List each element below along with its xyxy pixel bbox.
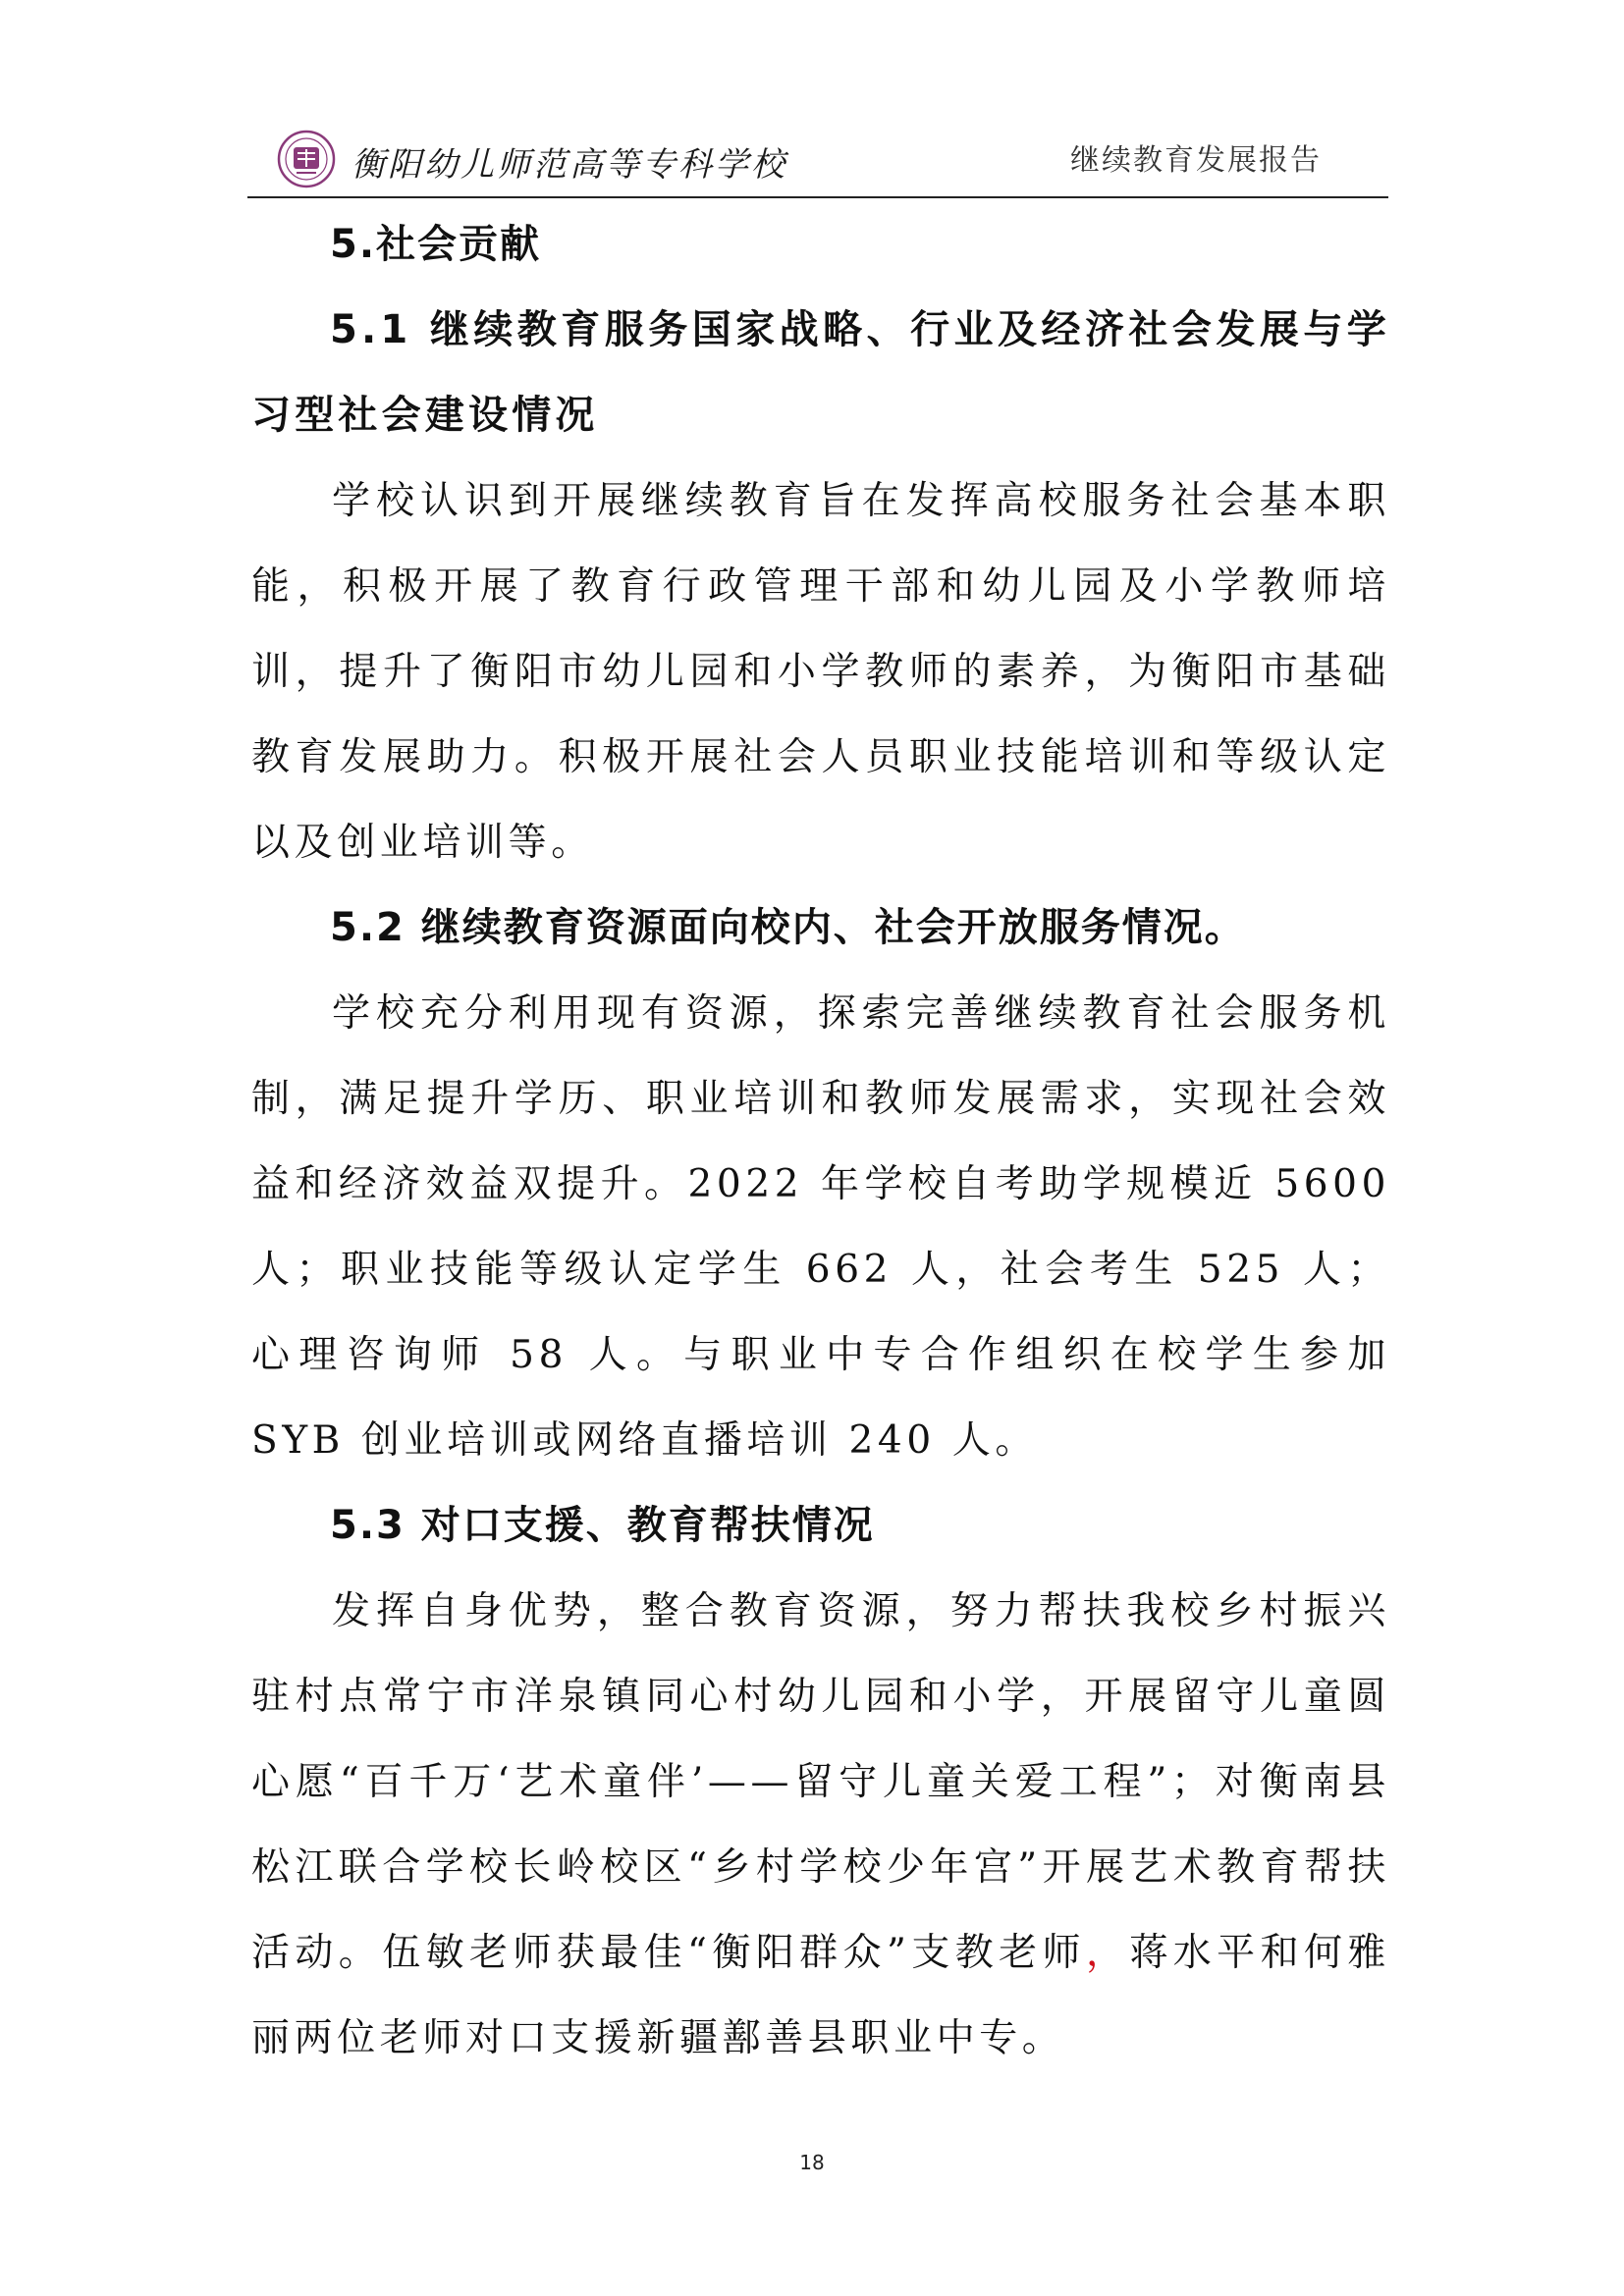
section-5-2-body: 学校充分利用现有资源，探索完善继续教育社会服务机制，满足提升学历、职业培训和教师发展需求，实现社会效益和经济效益双提升。2022 年学校自考助学规模近 5600 人；职业技能等级认定学生 662 人，社会考生 525 人；心理咨询师 58 人。与职业中专合作组织在校学生参加 SYB 创业培训或网络直播培训 240 人。 xyxy=(251,991,1390,1463)
red-comma: ， xyxy=(1085,1931,1130,1975)
section-5-3-title: 5.3 对口支援、教育帮扶情况 xyxy=(330,1503,875,1548)
section-5-2-title: 5.2 继续教育资源面向校内、社会开放服务情况。 xyxy=(330,905,1246,950)
report-title: 继续教育发展报告 xyxy=(1070,143,1322,178)
page-number: 18 xyxy=(799,2151,825,2174)
section-5-title: 5.社会贡献 xyxy=(330,222,542,267)
section-5-3-body xyxy=(251,1569,1390,2081)
main-content xyxy=(251,202,1390,2081)
school-name: 衡阳幼儿师范高等专科学校 xyxy=(352,145,787,185)
section-5-1-body: 学校认识到开展继续教育旨在发挥高校服务社会基本职能，积极开展了教育行政管理干部和幼儿园及小学教师培训，提升了衡阳市幼儿园和小学教师的素养，为衡阳市基础教育发展助力。积极开展社会人员职业技能培训和等级认定以及创业培训等。 xyxy=(251,479,1390,865)
section-5-3-body-part2: 蒋水平和何雅丽两位老师对口支援新疆鄯善县职业中专。 xyxy=(251,1931,1390,2060)
section-5-3-body-part1: 发挥自身优势，整合教育资源，努力帮扶我校乡村振兴驻村点常宁市洋泉镇同心村幼儿园和小学，开展留守儿童圆心愿“百千万‘艺术童伴’——留守儿童关爱工程”；对衡南县松江联合学校长岭校区“乡村学校少年宫”开展艺术教育帮扶活动。伍敏老师获最佳“衡阳群众”支教老师 xyxy=(251,1589,1390,1975)
page-header xyxy=(247,116,1388,198)
school-seal-icon xyxy=(277,130,336,188)
header-divider xyxy=(247,196,1388,198)
section-5-1-title: 5.1 继续教育服务国家战略、行业及经济社会发展与学习型社会建设情况 xyxy=(251,307,1390,438)
